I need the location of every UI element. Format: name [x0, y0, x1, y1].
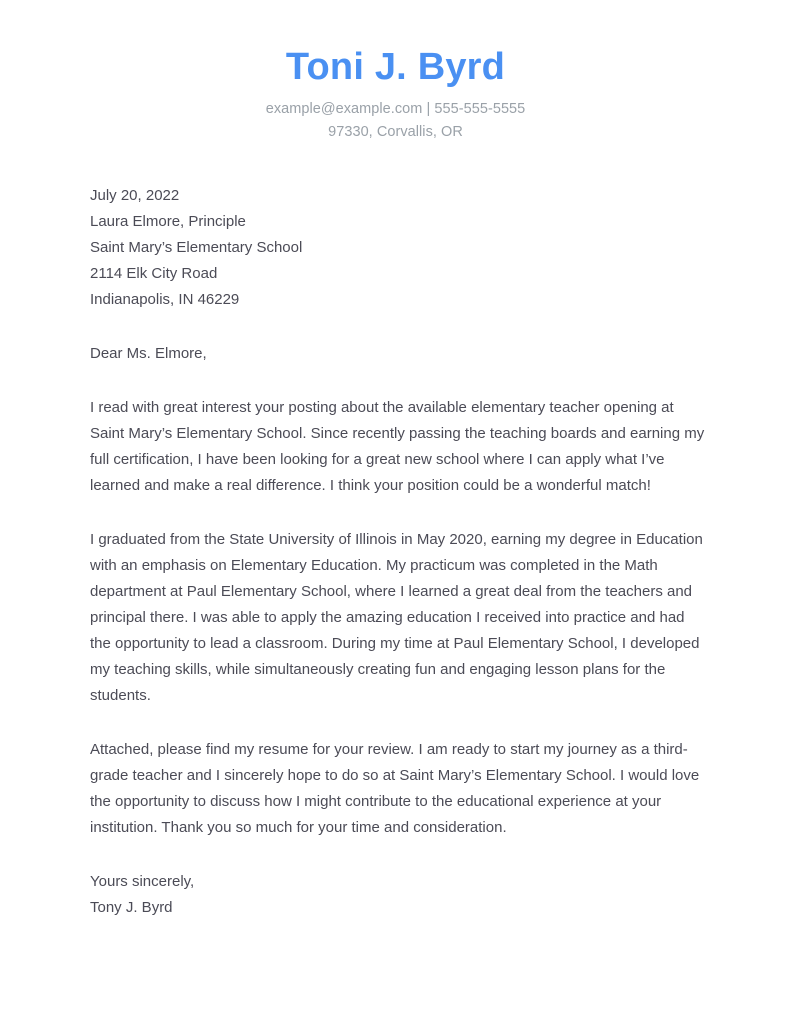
recipient-city-state-zip: Indianapolis, IN 46229 [90, 291, 240, 309]
recipient-block [90, 145, 705, 313]
contact-location: 97330, Corvallis, OR [328, 124, 463, 141]
letter-date: July 20, 2022 [90, 187, 180, 205]
body-paragraph-3: Attached, please find my resume for your review. I am ready to start my journey as a third-grade teacher and I sincerely hope to do so at Saint Mary’s Elementary School. I would love the opportunity to discuss how I might contribute to the educational experience at your institution. Thank you so much for your time and consideration. [90, 741, 700, 837]
recipient-organization: Saint Mary’s Elementary School [90, 239, 303, 257]
body-paragraph-1: I read with great interest your posting about the available elementary teacher opening at Saint Mary’s Elementary School. Since recently passing the teaching boards and earning my full certification, I have been looking for a great new school where I can apply what I’ve learned and make a real difference. I think your position could be a wonderful match! [90, 399, 705, 495]
body-paragraph-2: I graduated from the State University of Illinois in May 2020, earning my degree in Education with an emphasis on Elementary Education. My practicum was completed in the Math department at Paul Elementary School, where I learned a great deal from the teachers and principal there. I was able to apply the amazing education I received into practice and had the opportunity to lead a classroom. During my time at Paul Elementary School, I developed my teaching skills, while simultaneously creating fun and engaging lesson plans for the students. [90, 531, 703, 705]
candidate-name: Toni J. Byrd [285, 46, 506, 88]
recipient-street: 2114 Elk City Road [90, 265, 218, 283]
recipient-name: Laura Elmore, Principle [90, 213, 246, 231]
valediction: Yours sincerely, [90, 873, 195, 891]
signature-name: Tony J. Byrd [90, 899, 173, 917]
salutation: Dear Ms. Elmore, [90, 345, 207, 363]
letterhead [0, 0, 791, 145]
closing-block [90, 841, 705, 921]
contact-email-phone: example@example.com | 555-555-5555 [265, 100, 526, 117]
letter-body [0, 145, 791, 921]
